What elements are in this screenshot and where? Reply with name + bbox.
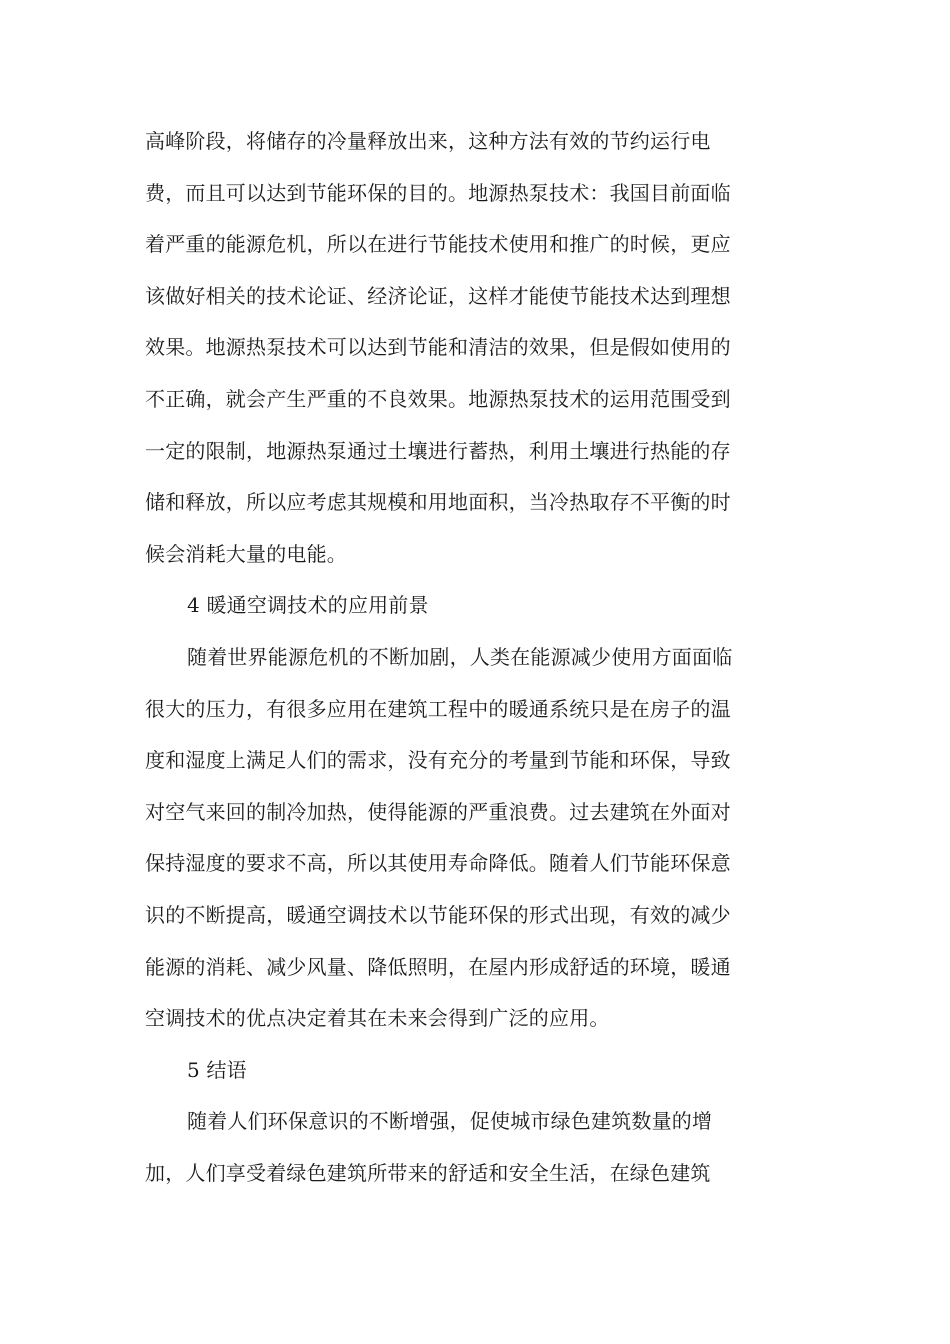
text-line: 随着人们环保意识的不断增强，促使城市绿色建筑数量的增: [187, 1109, 713, 1134]
text-line: 保持湿度的要求不高，所以其使用寿命降低。随着人们节能环保意: [145, 851, 731, 876]
text-line: 识的不断提高，暖通空调技术以节能环保的形式出现，有效的减少: [145, 902, 731, 927]
section-heading-4: 4 暖通空调技术的应用前景: [187, 593, 429, 618]
text-line: 效果。地源热泵技术可以达到节能和清洁的效果，但是假如使用的: [145, 335, 731, 360]
text-line: 高峰阶段，将储存的冷量释放出来，这种方法有效的节约运行电: [145, 129, 711, 153]
text-line: 能源的消耗、减少风量、降低照明，在屋内形成舒适的环境，暖通: [145, 954, 731, 979]
text-line: 储和释放，所以应考虑其规模和用地面积，当冷热取存不平衡的时: [145, 490, 731, 515]
text-line: 度和湿度上满足人们的需求，没有充分的考量到节能和环保，导致: [145, 748, 731, 773]
text-line: 不正确，就会产生严重的不良效果。地源热泵技术的运用范围受到: [145, 386, 731, 411]
text-line: 对空气来回的制冷加热，使得能源的严重浪费。过去建筑在外面对: [145, 799, 731, 824]
document-body: [145, 116, 797, 1199]
text-line: 随着世界能源危机的不断加剧，人类在能源减少使用方面面临: [187, 644, 733, 669]
section-heading-5: 5 结语: [187, 1057, 247, 1082]
text-line: 很大的压力，有很多应用在建筑工程中的暖通系统只是在房子的温: [145, 696, 731, 721]
paragraph-conclusion: [145, 1096, 797, 1199]
text-line: 着严重的能源危机，所以在进行节能技术使用和推广的时候，更应: [145, 232, 731, 257]
text-line: 加，人们享受着绿色建筑所带来的舒适和安全生活，在绿色建筑: [145, 1160, 711, 1185]
text-line: 候会消耗大量的电能。: [145, 541, 347, 566]
paragraph-geothermal-continued: [145, 116, 797, 580]
text-line: 该做好相关的技术论证、经济论证，这样才能使节能技术达到理想: [145, 283, 731, 308]
text-line: 空调技术的优点决定着其在未来会得到广泛的应用。: [145, 1006, 610, 1031]
text-line: 费，而且可以达到节能环保的目的。地源热泵技术：我国目前面临: [145, 180, 731, 205]
text-line: 一定的限制，地源热泵通过土壤进行蓄热，利用土壤进行热能的存: [145, 438, 731, 463]
paragraph-application-prospects: [145, 632, 797, 1045]
